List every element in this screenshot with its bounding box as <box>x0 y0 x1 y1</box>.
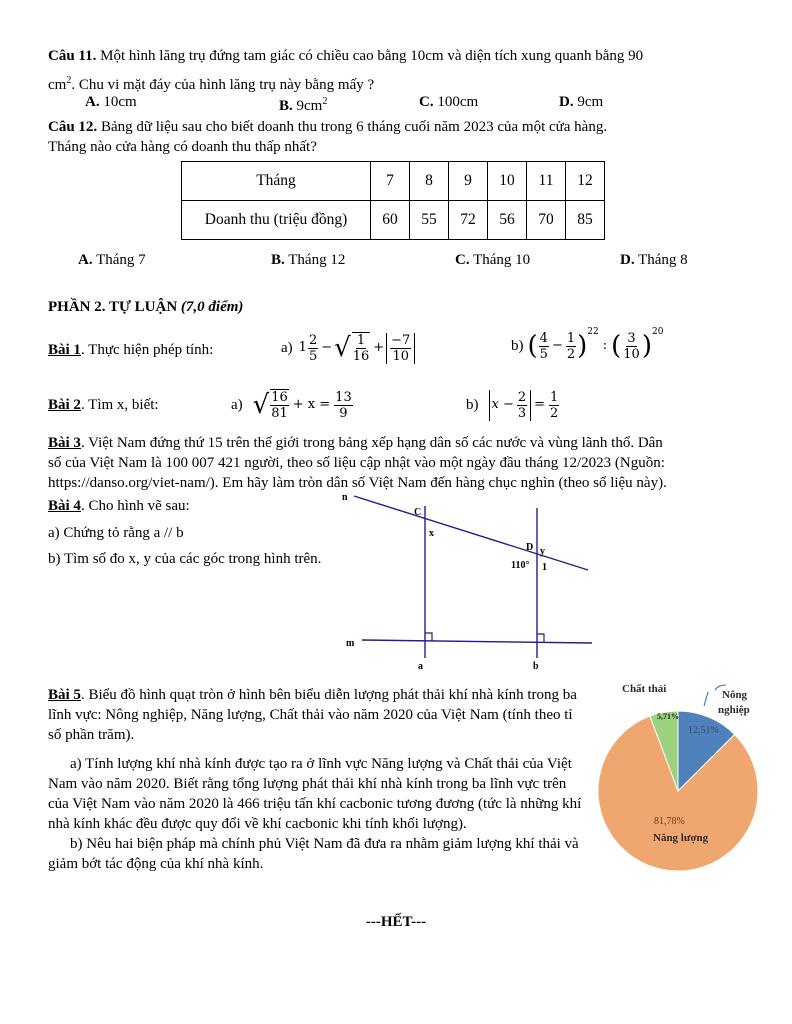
bai4-part-a: a) Chứng tỏ rằng a // b <box>48 525 184 541</box>
table-cell: 72 <box>449 201 488 240</box>
bai2-text: . Tìm x, biết: <box>80 397 159 413</box>
pie-chart <box>596 676 786 872</box>
bai2-prompt <box>48 395 159 415</box>
table-cell: 7 <box>371 162 410 201</box>
bai2-expr-b: b) x − $\frac{2}{3}$ = $\frac{1}{2}$ <box>466 389 559 421</box>
bai5-part-a: a) Tính lượng khí nhà kính được tạo ra ở lĩnh vực Năng lượng và Chất thải của Việt Nam vào năm 2020. Biết rằng tổng lượng phát thải khí nhà kính trong ba lĩnh vực trên của Việt Nam vào năm 2020 là 466 triệu tấn khí cacbonic tương đương (tức là những khí nhà kính khác đều được quy đổi về khí cacbonic khi tính khối lượng). <box>48 756 582 832</box>
q11-label: Câu 11. <box>48 48 97 64</box>
right-angle-a <box>425 633 432 641</box>
table-cell: 70 <box>527 201 566 240</box>
part2-title: PHẦN 2. TỰ LUẬN <box>48 299 178 315</box>
bai5 <box>48 685 588 874</box>
q12-choice-a[interactable]: A. Tháng 7 <box>78 252 146 268</box>
table-row <box>182 201 605 240</box>
table-cell: 56 <box>488 201 527 240</box>
bai1-label: Bài 1 <box>48 342 81 358</box>
revenue-table <box>181 161 605 240</box>
table-header-month: Tháng <box>182 162 371 201</box>
legend-leader <box>704 692 708 706</box>
bai5-label: Bài 5 <box>48 687 81 703</box>
bai1-text: . Thực hiện phép tính: <box>80 342 214 358</box>
q11-choice-d[interactable]: D. 9cm <box>559 94 604 110</box>
bai2-label: Bài 2 <box>48 397 81 413</box>
q12-line1: Bảng dữ liệu sau cho biết doanh thu trong 6 tháng cuối năm 2023 của một cửa hàng. <box>100 119 608 135</box>
label-b: b <box>533 661 539 672</box>
bai3-line1: . Việt Nam đứng thứ 15 trên thế giới trong bảng xếp hạng dân số các nước và vùng lãnh thổ. Dân <box>80 435 663 451</box>
table-cell: 12 <box>566 162 605 201</box>
legend-nong-nghiep-line1: Nông <box>722 689 748 701</box>
table-row <box>182 162 605 201</box>
label-n: n <box>342 492 348 503</box>
bai5-part-b: b) Nêu hai biện pháp mà chính phủ Việt Nam đã đưa ra nhằm giảm lượng khí thải và giảm bớt tác động của khí nhà kính. <box>48 836 579 872</box>
slice-label-nong-nghiep: 12,51% <box>688 725 719 736</box>
q11-line2: . Chu vi mặt đáy của hình lăng trụ này bằng mấy ? <box>71 77 375 93</box>
table-cell: 85 <box>566 201 605 240</box>
label-C: C <box>414 507 422 518</box>
bai1-expr-a: a) 1 $\frac{2}{5}$ − √ $\frac{1}{16}$ + $\frac{-7}{10}$ <box>281 326 415 370</box>
bai4-part-b: b) Tìm số đo x, y của các góc trong hình trên. <box>48 551 322 567</box>
q12-line2: Tháng nào cửa hàng có doanh thu thấp nhất? <box>48 139 317 155</box>
label-m: m <box>346 638 355 649</box>
question-12 <box>48 117 758 157</box>
label-angle-110: 110° <box>511 560 530 571</box>
slice-label-nang-luong: 81,78% <box>654 816 685 827</box>
bai1-prompt <box>48 340 213 360</box>
q11-choice-c[interactable]: C. 100cm <box>419 94 479 110</box>
legend-nang-luong: Năng lượng <box>653 832 709 844</box>
table-cell: 9 <box>449 162 488 201</box>
bai4-prompt <box>48 496 190 516</box>
question-11 <box>48 46 748 95</box>
q11-unit: cm <box>48 77 67 93</box>
table-cell: 60 <box>371 201 410 240</box>
geometry-figure <box>340 488 600 678</box>
q11-choice-b[interactable]: B. $9cm^2$ <box>279 96 328 114</box>
q12-label: Câu 12. <box>48 119 98 135</box>
label-a: a <box>418 661 423 672</box>
table-header-revenue: Doanh thu (triệu đồng) <box>182 201 371 240</box>
line-n <box>354 496 588 570</box>
label-y: y <box>540 546 545 557</box>
bai3-line3: https://danso.org/viet-nam/). Em hãy làm tròn dân số Việt Nam đến hàng chục nghìn (theo số liệu này). <box>48 475 667 491</box>
bai3 <box>48 433 760 493</box>
bai3-line2: số của Việt Nam là 100 007 421 người, theo số liệu cập nhật vào một ngày đầu tháng 12/2023 (Nguồn: <box>48 455 665 471</box>
bai4-text: . Cho hình vẽ sau: <box>80 498 190 514</box>
label-one: 1 <box>542 562 547 573</box>
label-D: D <box>526 542 534 553</box>
q12-choice-b[interactable]: B. Tháng 12 <box>271 252 346 268</box>
end-mark: ---HẾT--- <box>365 914 427 930</box>
line-m <box>362 640 592 643</box>
bai5-intro: . Biểu đồ hình quạt tròn ở hình bên biểu diễn lượng phát thải khí nhà kính trong ba lĩnh vực: Nông nghiệp, Năng lượng, Chất thải vào năm 2020 của Việt Nam (tính theo tỉ số phần trăm). <box>48 687 577 743</box>
table-cell: 55 <box>410 201 449 240</box>
label-x: x <box>429 528 434 539</box>
q11-unit-sup: 2 <box>66 75 72 86</box>
bai2-expr-a: a) √ $\frac{16}{81}$ + x = $\frac{13}{9}$ <box>231 389 352 421</box>
legend-chat-thai: Chất thải <box>622 683 667 695</box>
table-cell: 8 <box>410 162 449 201</box>
table-cell: 11 <box>527 162 566 201</box>
right-angle-b <box>537 634 544 642</box>
table-cell: 10 <box>488 162 527 201</box>
slice-label-chat-thai: 5,71% <box>657 712 679 721</box>
q11-choice-a[interactable]: A. 10cm <box>85 94 137 110</box>
q11-line1: Một hình lăng trụ đứng tam giác có chiều cao bằng 10cm và diện tích xung quanh bằng 90 <box>100 48 644 64</box>
q12-choice-c[interactable]: C. Tháng 10 <box>455 252 531 268</box>
bai4-label: Bài 4 <box>48 498 81 514</box>
bai3-label: Bài 3 <box>48 435 81 451</box>
part2-heading <box>48 297 243 317</box>
legend-nong-nghiep-line2: nghiệp <box>718 704 750 716</box>
bai1-expr-b: b) ( $\frac{4}{5}$ − $\frac{1}{2}$ ) $^{22}$ : ( $\frac{3}{10}$ ) $^{20}$ <box>511 327 664 362</box>
part2-score: (7,0 điểm) <box>180 299 244 315</box>
q12-choice-d[interactable]: D. Tháng 8 <box>620 252 688 268</box>
